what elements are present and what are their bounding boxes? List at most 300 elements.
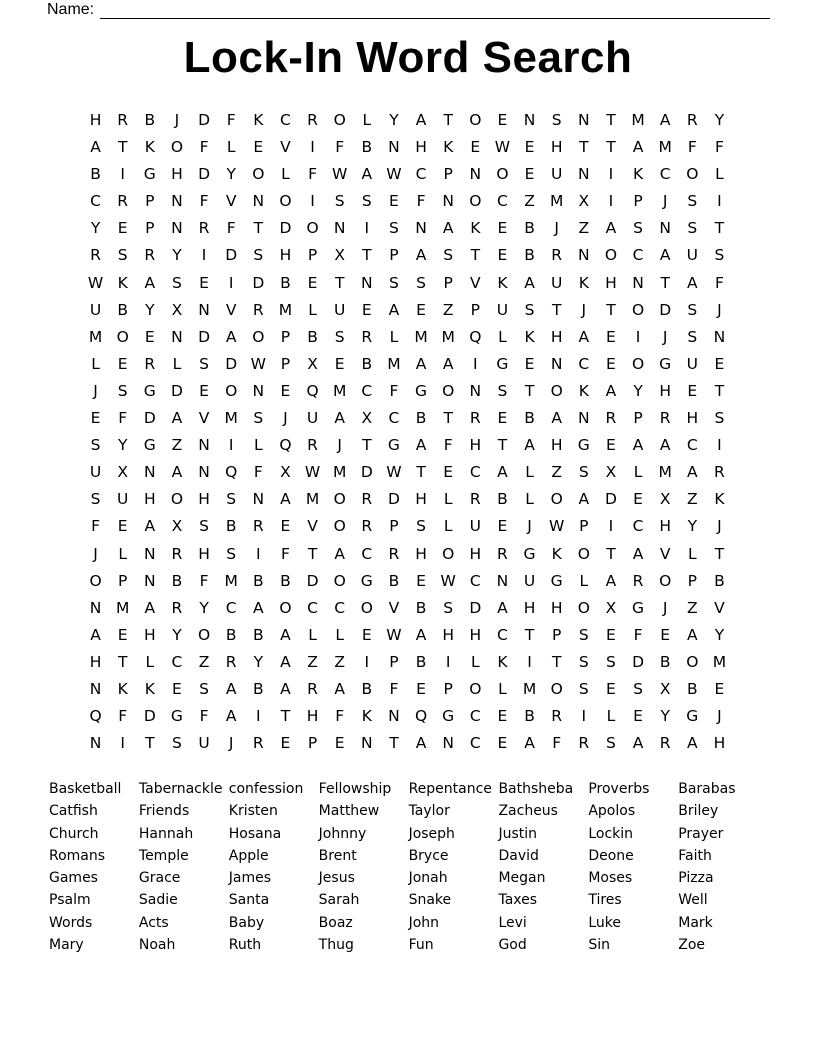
grid-cell: T xyxy=(307,544,318,563)
grid-cell: B xyxy=(524,409,535,428)
grid-cell: U xyxy=(551,165,563,184)
grid-cell: E xyxy=(389,192,399,211)
grid-cell: D xyxy=(279,219,292,238)
grid-cell: L xyxy=(525,463,534,482)
grid-cell: P xyxy=(145,192,155,211)
grid-cell: R xyxy=(117,192,129,211)
word-item: Church xyxy=(49,825,99,842)
grid-cell: B xyxy=(280,273,291,292)
grid-cell: A xyxy=(687,273,698,292)
word-item: God xyxy=(498,937,527,954)
grid-cell: T xyxy=(606,138,616,157)
grid-cell: D xyxy=(170,381,183,400)
grid-cell: R xyxy=(686,111,698,129)
grid-cell: B xyxy=(686,679,698,698)
word-item: Kristen xyxy=(228,803,278,820)
grid-cell: Z xyxy=(307,652,318,671)
grid-cell: E xyxy=(606,625,616,644)
grid-cell: R xyxy=(388,544,400,563)
grid-cell: W xyxy=(494,138,511,157)
grid-cell: J xyxy=(717,517,722,536)
grid-cell: N xyxy=(388,138,400,157)
grid-cell: F xyxy=(308,165,318,184)
word-item: Jonah xyxy=(408,870,448,887)
grid-cell: H xyxy=(659,381,672,400)
grid-cell: N xyxy=(578,246,590,265)
grid-cell: J xyxy=(93,544,98,563)
word-item: Mark xyxy=(678,914,713,931)
grid-cell: H xyxy=(469,436,482,455)
grid-cell: F xyxy=(714,273,724,292)
grid-cell: E xyxy=(117,219,128,238)
grid-cell: E xyxy=(660,625,671,644)
grid-cell: J xyxy=(717,707,722,726)
word-item: Faith xyxy=(678,847,712,864)
grid-cell: B xyxy=(524,707,535,726)
grid-cell: O xyxy=(469,679,482,698)
grid-cell: C xyxy=(225,598,237,617)
grid-cell: A xyxy=(334,679,345,698)
grid-cell: I xyxy=(635,327,641,346)
grid-cell: E xyxy=(416,300,426,319)
grid-cell: E xyxy=(606,679,616,698)
grid-cell: O xyxy=(252,165,265,184)
grid-cell: O xyxy=(469,111,482,129)
grid-cell: G xyxy=(523,544,536,563)
grid-cell: F xyxy=(118,707,128,726)
grid-cell: R xyxy=(497,544,508,563)
word-item: confession xyxy=(228,781,304,797)
grid-cell: K xyxy=(524,327,535,346)
grid-cell: X xyxy=(605,463,617,482)
grid-cell: S xyxy=(172,273,182,292)
grid-cell: I xyxy=(310,192,315,211)
grid-cell: T xyxy=(606,544,616,563)
grid-cell: D xyxy=(198,111,211,129)
grid-cell: P xyxy=(687,571,697,590)
grid-cell: A xyxy=(578,327,590,346)
grid-cell: B xyxy=(117,300,128,319)
grid-cell: S xyxy=(714,246,725,265)
grid-cell: B xyxy=(415,409,427,428)
grid-cell: P xyxy=(280,327,291,346)
grid-cell: A xyxy=(659,246,671,265)
grid-cell: P xyxy=(443,273,453,292)
grid-cell: E xyxy=(144,327,155,346)
grid-cell: G xyxy=(442,707,455,726)
grid-cell: Y xyxy=(633,381,643,400)
grid-cell: K xyxy=(578,381,589,400)
grid-cell: P xyxy=(307,734,318,753)
grid-cell: L xyxy=(253,436,263,455)
grid-cell: M xyxy=(333,463,347,482)
grid-cell: D xyxy=(198,327,211,346)
grid-cell: S xyxy=(578,652,589,671)
grid-cell: N xyxy=(442,734,454,753)
grid-cell: M xyxy=(116,598,130,617)
grid-cell: B xyxy=(415,598,427,617)
grid-cell: Z xyxy=(687,598,698,617)
grid-cell: B xyxy=(225,517,237,536)
grid-cell: B xyxy=(252,625,264,644)
grid-cell: V xyxy=(714,598,725,617)
grid-cell: O xyxy=(225,381,238,400)
grid-cell: Z xyxy=(171,436,183,455)
word-item: Brent xyxy=(318,847,357,864)
grid-cell: H xyxy=(143,625,156,644)
grid-cell: K xyxy=(443,138,454,157)
grid-cell: F xyxy=(335,138,345,157)
grid-cell: T xyxy=(280,707,291,726)
grid-cell: A xyxy=(90,138,101,157)
grid-cell: Z xyxy=(442,300,454,319)
grid-cell: B xyxy=(497,490,508,509)
grid-cell: D xyxy=(143,409,156,428)
word-item: Joseph xyxy=(408,825,455,842)
grid-cell: O xyxy=(577,598,590,617)
grid-cell: S xyxy=(226,490,237,509)
grid-cell: Y xyxy=(226,165,236,184)
grid-cell: C xyxy=(659,165,671,184)
word-column xyxy=(498,778,588,956)
grid-cell: O xyxy=(197,625,211,644)
grid-cell: W xyxy=(386,625,402,644)
grid-cell: I xyxy=(364,652,370,671)
grid-cell: O xyxy=(170,490,184,509)
grid-cell: R xyxy=(361,490,373,509)
grid-cell: A xyxy=(578,490,590,509)
grid-cell: S xyxy=(199,517,209,536)
grid-cell: A xyxy=(171,463,183,482)
grid-cell: E xyxy=(253,138,264,157)
grid-cell: K xyxy=(578,273,589,292)
grid-cell: S xyxy=(416,517,426,536)
grid-cell: R xyxy=(171,544,183,563)
grid-cell: S xyxy=(389,273,399,292)
grid-cell: E xyxy=(199,381,209,400)
grid-cell: O xyxy=(686,165,699,184)
word-item: Grace xyxy=(138,870,181,887)
grid-cell: N xyxy=(578,409,590,428)
grid-cell: L xyxy=(172,354,182,373)
grid-cell: E xyxy=(90,409,101,428)
grid-cell: E xyxy=(334,734,345,753)
grid-cell: C xyxy=(469,734,481,753)
grid-cell: O xyxy=(604,246,618,265)
grid-cell: D xyxy=(198,165,211,184)
word-list xyxy=(49,778,768,956)
grid-cell: E xyxy=(117,354,128,373)
word-item: Catfish xyxy=(49,803,98,820)
grid-cell: Y xyxy=(172,625,182,644)
word-column xyxy=(49,778,139,956)
grid-cell: R xyxy=(90,246,101,265)
letter-grid xyxy=(82,111,733,761)
grid-cell: H xyxy=(686,409,699,428)
grid-cell: R xyxy=(659,409,671,428)
grid-cell: H xyxy=(279,246,292,265)
grid-cell: G xyxy=(360,571,373,590)
grid-cell: L xyxy=(498,679,507,698)
grid-cell: U xyxy=(198,734,210,753)
grid-cell: N xyxy=(469,381,482,400)
grid-cell: C xyxy=(497,625,508,644)
grid-cell: X xyxy=(659,679,671,698)
grid-cell: T xyxy=(334,273,345,292)
grid-cell: O xyxy=(170,138,184,157)
grid-cell: H xyxy=(550,598,563,617)
grid-cell: K xyxy=(470,219,481,238)
grid-cell: B xyxy=(361,679,373,698)
grid-cell: E xyxy=(416,679,426,698)
grid-cell: K xyxy=(144,679,155,698)
grid-cell: T xyxy=(389,734,399,753)
grid-cell: D xyxy=(387,490,400,509)
name-row xyxy=(47,1,770,19)
word-item: Snake xyxy=(408,892,452,909)
word-item: Tires xyxy=(588,892,622,909)
grid-cell: E xyxy=(280,381,291,400)
grid-cell: T xyxy=(714,219,725,238)
grid-cell: T xyxy=(117,652,128,671)
grid-cell: E xyxy=(199,273,209,292)
grid-cell: G xyxy=(496,354,509,373)
grid-cell: A xyxy=(605,219,617,238)
grid-cell: S xyxy=(117,381,128,400)
grid-cell: O xyxy=(116,327,129,346)
word-item: David xyxy=(498,847,539,864)
grid-cell: I xyxy=(608,192,614,211)
word-column xyxy=(139,778,229,956)
word-item: Games xyxy=(49,870,98,887)
grid-cell: F xyxy=(389,679,399,698)
grid-cell: N xyxy=(144,463,156,482)
grid-cell: J xyxy=(581,300,587,319)
grid-cell: C xyxy=(578,354,590,373)
grid-cell: M xyxy=(522,679,537,698)
grid-cell: I xyxy=(364,219,370,238)
grid-cell: R xyxy=(469,490,481,509)
grid-cell: C xyxy=(388,409,400,428)
grid-cell: S xyxy=(551,111,562,129)
grid-cell: R xyxy=(117,111,129,129)
grid-cell: J xyxy=(228,734,234,753)
word-item: Deone xyxy=(588,847,634,864)
grid-cell: K xyxy=(714,490,725,509)
grid-cell: E xyxy=(497,409,508,428)
grid-cell: R xyxy=(171,598,183,617)
grid-cell: L xyxy=(308,625,317,644)
word-item: Briley xyxy=(678,803,719,820)
grid-cell: M xyxy=(658,463,672,482)
grid-cell: D xyxy=(604,490,617,509)
grid-cell: F xyxy=(118,409,128,428)
grid-cell: I xyxy=(256,544,261,563)
word-item: Thug xyxy=(318,937,354,954)
word-item: Apple xyxy=(228,847,269,864)
grid-cell: L xyxy=(470,652,480,671)
grid-cell: A xyxy=(605,381,617,400)
grid-cell: A xyxy=(90,625,101,644)
grid-cell: Z xyxy=(334,652,345,671)
grid-cell: N xyxy=(89,734,102,753)
grid-cell: A xyxy=(524,734,535,753)
grid-cell: A xyxy=(415,354,427,373)
grid-cell: A xyxy=(632,544,644,563)
grid-cell: D xyxy=(225,246,238,265)
grid-cell: N xyxy=(198,463,210,482)
grid-cell: E xyxy=(714,354,725,373)
grid-cell: A xyxy=(415,246,427,265)
grid-cell: A xyxy=(415,734,427,753)
grid-cell: V xyxy=(388,598,400,617)
grid-cell: H xyxy=(415,138,427,157)
grid-cell: R xyxy=(144,354,156,373)
grid-cell: L xyxy=(308,300,317,319)
grid-cell: X xyxy=(117,463,128,482)
grid-cell: H xyxy=(605,273,617,292)
grid-cell: X xyxy=(605,598,617,617)
grid-cell: F xyxy=(91,517,101,536)
grid-cell: Y xyxy=(117,436,128,455)
grid-cell: B xyxy=(144,111,156,129)
grid-cell: L xyxy=(335,625,344,644)
grid-cell: T xyxy=(145,734,155,753)
grid-cell: V xyxy=(307,517,318,536)
grid-cell: O xyxy=(333,517,346,536)
grid-cell: I xyxy=(445,652,451,671)
word-item: Acts xyxy=(138,914,169,931)
grid-cell: I xyxy=(228,273,234,292)
grid-cell: N xyxy=(632,273,644,292)
grid-cell: J xyxy=(662,327,668,346)
grid-cell: G xyxy=(659,354,672,373)
grid-cell: T xyxy=(660,273,670,292)
grid-cell: S xyxy=(578,679,589,698)
grid-cell: O xyxy=(333,111,346,129)
grid-cell: E xyxy=(117,517,128,536)
name-label: Name: xyxy=(47,1,95,18)
grid-cell: P xyxy=(389,652,399,671)
grid-cell: N xyxy=(252,381,265,400)
grid-cell: G xyxy=(686,707,699,726)
grid-cell: A xyxy=(551,409,562,428)
grid-cell: H xyxy=(713,734,726,753)
grid-cell: J xyxy=(527,517,532,536)
puzzle-title: Lock-In Word Search xyxy=(183,33,633,82)
grid-cell: L xyxy=(525,490,534,509)
grid-cell: Z xyxy=(687,490,698,509)
grid-cell: V xyxy=(198,409,210,428)
grid-cell: S xyxy=(253,409,264,428)
grid-cell: G xyxy=(632,598,645,617)
grid-cell: I xyxy=(473,354,478,373)
grid-cell: X xyxy=(280,463,291,482)
grid-cell: W xyxy=(250,354,266,373)
grid-cell: R xyxy=(551,707,563,726)
grid-cell: M xyxy=(550,192,564,211)
grid-cell: L xyxy=(715,165,724,184)
grid-cell: X xyxy=(171,300,183,319)
grid-cell: H xyxy=(469,544,482,563)
grid-cell: K xyxy=(551,544,562,563)
grid-cell: N xyxy=(171,192,183,211)
word-item: Well xyxy=(678,892,708,909)
grid-cell: T xyxy=(551,652,562,671)
grid-cell: N xyxy=(144,571,156,590)
grid-cell: T xyxy=(443,409,453,428)
grid-cell: F xyxy=(199,138,209,157)
grid-cell: I xyxy=(717,436,722,455)
grid-cell: E xyxy=(606,354,616,373)
grid-cell: A xyxy=(225,679,237,698)
grid-cell: E xyxy=(470,138,481,157)
grid-cell: U xyxy=(551,273,563,292)
grid-cell: A xyxy=(361,165,373,184)
grid-cell: P xyxy=(443,165,453,184)
grid-cell: F xyxy=(226,219,236,238)
grid-cell: W xyxy=(549,517,565,536)
grid-cell: J xyxy=(283,409,288,428)
grid-cell: V xyxy=(659,544,671,563)
grid-cell: N xyxy=(361,734,373,753)
grid-cell: X xyxy=(334,246,345,265)
grid-cell: A xyxy=(632,138,644,157)
grid-cell: Y xyxy=(389,111,399,129)
grid-cell: A xyxy=(687,463,698,482)
grid-cell: M xyxy=(414,327,428,346)
grid-cell: Z xyxy=(551,463,562,482)
word-item: Fun xyxy=(408,937,434,954)
grid-cell: M xyxy=(333,381,347,400)
grid-cell: U xyxy=(686,246,698,265)
grid-cell: K xyxy=(117,679,128,698)
grid-cell: T xyxy=(117,138,128,157)
grid-cell: L xyxy=(91,354,100,373)
grid-cell: H xyxy=(198,544,210,563)
grid-cell: G xyxy=(170,707,183,726)
grid-cell: O xyxy=(360,598,373,617)
grid-cell: N xyxy=(496,571,509,590)
grid-cell: N xyxy=(198,436,210,455)
grid-cell: E xyxy=(497,734,508,753)
grid-cell: R xyxy=(632,571,644,590)
grid-cell: X xyxy=(361,409,373,428)
grid-cell: S xyxy=(334,192,345,211)
grid-cell: A xyxy=(497,463,508,482)
word-item: Mary xyxy=(49,937,84,954)
grid-cell: H xyxy=(198,490,210,509)
grid-cell: A xyxy=(659,111,671,129)
grid-cell: I xyxy=(120,734,125,753)
grid-cell: A xyxy=(334,409,345,428)
grid-cell: P xyxy=(307,246,318,265)
grid-cell: O xyxy=(333,490,346,509)
grid-cell: F xyxy=(280,544,290,563)
grid-cell: A xyxy=(253,598,264,617)
grid-cell: S xyxy=(389,219,399,238)
grid-cell: A xyxy=(687,625,698,644)
grid-cell: U xyxy=(117,490,129,509)
word-item: Bryce xyxy=(408,847,449,864)
grid-cell: S xyxy=(687,300,698,319)
grid-cell: Z xyxy=(198,652,210,671)
grid-cell: A xyxy=(497,598,508,617)
grid-cell: G xyxy=(143,436,156,455)
grid-cell: N xyxy=(252,490,265,509)
grid-cell: A xyxy=(605,571,617,590)
word-item: Taxes xyxy=(498,892,538,909)
